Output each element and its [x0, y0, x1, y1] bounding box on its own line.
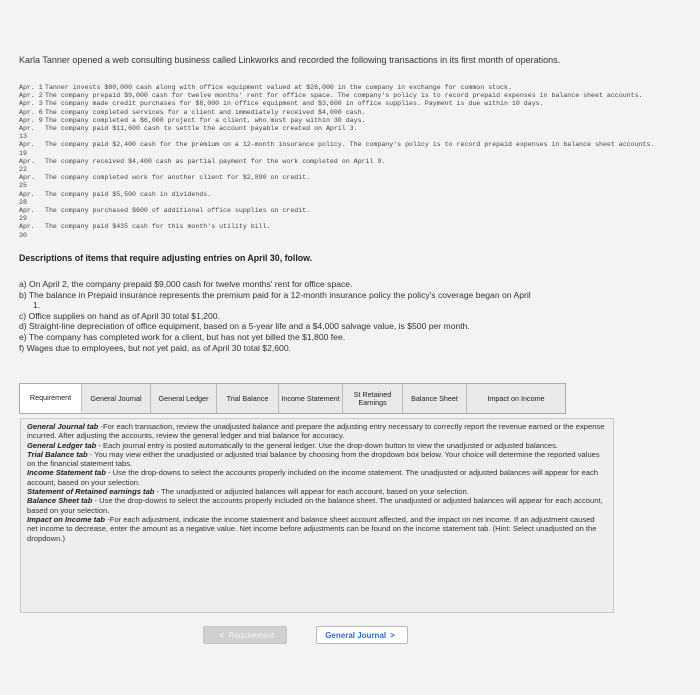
- adjusting-items: [19, 279, 674, 353]
- instruction-paragraph: [27, 422, 607, 441]
- transaction-text: The company paid $435 cash for this month's utility bill.: [45, 223, 271, 231]
- transaction-text: The company received $4,400 cash as partial payment for the work completed on April 9.: [45, 157, 386, 165]
- tab-bar: [19, 383, 566, 414]
- transaction-list: [19, 84, 669, 240]
- chevron-right-icon: >: [390, 630, 395, 640]
- instruction-text: - Each journal entry is posted automatically to the general ledger. Use the drop-down button to view the unadjusted or adjusted balances.: [96, 440, 559, 450]
- instruction-title: Income Statement tab: [27, 468, 106, 478]
- chevron-left-icon: <: [219, 630, 225, 640]
- transaction-row: [19, 207, 669, 223]
- tab-balance-sheet[interactable]: Balance Sheet: [403, 384, 467, 413]
- instruction-text: - You may view either the unadjusted or adjusted trial balance by choosing from the dropdown box below. Your choice will determine the reported values on the financial statement tabs.: [27, 449, 600, 469]
- instruction-text: - Use the drop-downs to select the accounts properly included on the income statement. The unadjusted or adjusted balances will appear for each account, based on your selection.: [27, 468, 598, 487]
- instruction-title: General Ledger tab: [27, 440, 97, 450]
- transaction-date: Apr. 9: [19, 116, 43, 124]
- instruction-text: - Use the drop-downs to select the accounts properly included on the balance sheet. The unadjusted or adjusted balances will appear for each account, based on your selection.: [27, 496, 603, 515]
- tab-st-retained-earnings[interactable]: St Retained Earnings: [343, 384, 403, 413]
- instruction-text: -For each transaction, review the unadjusted balance and prepare the adjusting entry necessary to correctly report the revenue earned or the expense incurred. After adjusting the accounts, review the general ledger and trial balance for accuracy.: [27, 422, 605, 441]
- transaction-text: The company completed work for another client for $2,890 on credit.: [45, 174, 311, 182]
- adjustment-d: d) Straight-line depreciation of office equipment, based on a 5-year life and a $4,000 salvage value, is $500 per month.: [19, 321, 470, 332]
- tab-general-ledger[interactable]: General Ledger: [151, 384, 217, 413]
- transaction-date: Apr. 2: [19, 92, 43, 100]
- adjusting-heading: Descriptions of items that require adjusting entries on April 30, follow.: [19, 253, 313, 263]
- transaction-row: [19, 125, 669, 141]
- transaction-text: The company paid $5,500 cash in dividends.: [45, 190, 212, 198]
- instruction-paragraph: [27, 487, 607, 496]
- transaction-date: Apr. 13: [19, 125, 35, 141]
- transaction-text: The company paid $11,600 cash to settle the account payable created on April 3.: [45, 125, 358, 133]
- instruction-paragraph: [27, 496, 607, 515]
- transaction-row: [19, 141, 669, 157]
- adjustment-c: c) Office supplies on hand as of April 30 total $1,200.: [19, 310, 220, 321]
- transaction-date: Apr. 30: [19, 223, 35, 239]
- instruction-paragraph: [27, 441, 607, 450]
- transaction-row: [19, 92, 669, 100]
- adjustment-b: b) The balance in Prepaid insurance represents the premium paid for a 12-month insurance policy the policy's coverage began on April: [19, 289, 531, 300]
- transaction-row: [19, 117, 669, 125]
- transaction-text: The company purchased $600 of additional office supplies on credit.: [45, 207, 311, 215]
- tab-income-statement[interactable]: Income Statement: [279, 384, 343, 413]
- tab-trial-balance[interactable]: Trial Balance: [217, 384, 279, 413]
- instruction-paragraph: [27, 450, 607, 469]
- problem-intro: Karla Tanner opened a web consulting business called Linkworks and recorded the following transactions in its first month of operations.: [19, 55, 561, 65]
- transaction-text: Tanner invests $80,000 cash along with office equipment valued at $26,000 in the company in exchange for common stock.: [45, 84, 512, 91]
- transaction-date: Apr. 6: [19, 108, 43, 116]
- instruction-title: General Journal tab: [27, 422, 99, 431]
- transaction-row: [19, 174, 669, 190]
- instruction-paragraph: [27, 515, 607, 543]
- instruction-title: Balance Sheet tab: [27, 496, 93, 506]
- transaction-row: [19, 84, 669, 92]
- transaction-row: [19, 109, 669, 117]
- instruction-title: Impact on Income tab: [27, 514, 106, 524]
- transaction-date: Apr. 22: [19, 157, 35, 174]
- instruction-title: Statement of Retained earnings tab: [27, 487, 155, 497]
- tab-general-journal[interactable]: General Journal: [82, 384, 151, 413]
- instruction-paragraph: [27, 468, 607, 487]
- adjustment-e: e) The company has completed work for a client, but has not yet billed the $1,800 fee.: [19, 331, 346, 342]
- transaction-date: Apr. 1: [19, 84, 43, 91]
- prev-tab-label: Requirement: [228, 630, 275, 640]
- transaction-date: Apr. 3: [19, 100, 43, 108]
- instructions-panel: [20, 418, 614, 613]
- transaction-row: [19, 191, 669, 207]
- instruction-title: Trial Balance tab: [27, 449, 88, 459]
- next-tab-label: General Journal: [325, 630, 387, 640]
- transaction-text: The company paid $2,400 cash for the premium on a 12-month insurance policy. The company's policy is to record prepaid expenses in balance sheet accounts.: [45, 141, 655, 149]
- transaction-row: [19, 158, 669, 174]
- transaction-date: Apr. 28: [19, 190, 35, 206]
- tab-requirement[interactable]: Requirement: [20, 384, 82, 413]
- transaction-text: The company made credit purchases for $8,000 in office equipment and $3,600 in office supplies. Payment is due within 10 days.: [45, 100, 544, 108]
- adjustment-f: f) Wages due to employees, but not yet paid, as of April 30 total $2,600.: [19, 342, 291, 353]
- adjustment-b-cont: 1.: [33, 300, 41, 311]
- transaction-date: Apr. 29: [19, 207, 35, 223]
- transaction-row: [19, 100, 669, 108]
- transaction-date: Apr. 25: [19, 174, 35, 190]
- next-tab-button[interactable]: [316, 626, 408, 644]
- tab-impact-on-income[interactable]: Impact on Income: [487, 393, 545, 403]
- instruction-text: - The unadjusted or adjusted balances will appear for each account, based on your selection.: [154, 487, 469, 497]
- adjustment-a: a) On April 2, the company prepaid $9,000 cash for twelve months' rent for office space.: [19, 279, 353, 289]
- instruction-text: -For each adjustment, indicate the income statement and balance sheet account affected, and the impact on net income. If an adjustment caused net income to decrease, enter the amount as a negative value. Net income before adjustments can be found on the income statement tab. (Hint: Select unadjusted on the dropdown.): [27, 514, 597, 543]
- transaction-text: The company prepaid $9,000 cash for twelve months' rent for office space. The company's policy is to record prepaid expenses in balance sheet accounts.: [45, 92, 643, 100]
- transaction-text: The company completed a $6,000 project for a client, who must pay within 30 days.: [45, 116, 366, 124]
- transaction-date: Apr. 19: [19, 141, 35, 157]
- prev-tab-button[interactable]: [203, 626, 287, 644]
- transaction-row: [19, 223, 669, 239]
- transaction-text: The company completed services for a client and immediately received $4,000 cash.: [45, 108, 366, 116]
